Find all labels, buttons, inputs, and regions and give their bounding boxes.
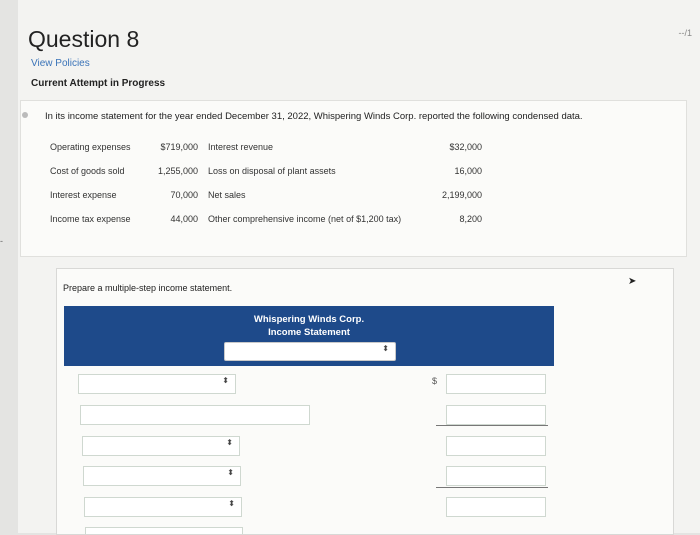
row-amount: $719,000 <box>160 142 198 152</box>
row-amount: 44,000 <box>170 214 198 224</box>
row-label: Income tax expense <box>50 214 131 224</box>
select-caret-icon: ⬍ <box>382 344 389 353</box>
subtotal-underline <box>436 487 548 488</box>
line-item-text-input[interactable] <box>80 405 310 425</box>
row-label: Interest revenue <box>208 142 274 152</box>
row-label: Net sales <box>208 190 246 200</box>
question-title: Question 8 <box>28 26 140 52</box>
select-caret-icon: ⬍ <box>222 376 229 385</box>
dollar-sign: $ <box>432 376 438 386</box>
problem-intro: In its income statement for the year ended December 31, 2022, Whispering Winds Corp. reported the following condensed data. <box>45 111 583 122</box>
row-label: Loss on disposal of plant assets <box>208 166 336 176</box>
row-amount: 70,000 <box>170 190 198 200</box>
row-label: Operating expenses <box>50 142 131 152</box>
amount-input[interactable] <box>446 374 546 394</box>
instruction-text: Prepare a multiple-step income statement. <box>63 283 233 293</box>
points-indicator: --/1 <box>678 28 692 38</box>
subtotal-underline <box>436 425 548 426</box>
amount-input[interactable] <box>446 405 546 425</box>
bullet-icon <box>22 112 28 118</box>
statement-title: Income Statement <box>268 327 350 338</box>
mouse-cursor-icon: ➤ <box>628 276 637 287</box>
line-item-select[interactable] <box>84 497 242 517</box>
select-caret-icon: ⬍ <box>226 438 233 447</box>
row-label: Interest expense <box>50 190 117 200</box>
row-label: Cost of goods sold <box>50 166 125 176</box>
company-name: Whispering Winds Corp. <box>253 314 365 325</box>
row-amount: 1,255,000 <box>157 166 198 176</box>
period-select[interactable] <box>224 342 396 361</box>
row-amount: $32,000 <box>449 142 482 152</box>
row-amount: 2,199,000 <box>441 190 482 200</box>
statement-header <box>64 306 554 366</box>
row-amount: 16,000 <box>454 166 482 176</box>
side-mark: - <box>0 236 3 246</box>
amount-input[interactable] <box>446 466 546 486</box>
amount-input[interactable] <box>446 497 546 517</box>
row-label: Other comprehensive income (net of $1,200 tax) <box>208 214 402 224</box>
select-caret-icon: ⬍ <box>228 499 235 508</box>
line-item-select[interactable] <box>83 466 241 486</box>
select-caret-icon: ⬍ <box>227 468 234 477</box>
view-policies-link[interactable]: View Policies <box>31 58 90 69</box>
amount-input[interactable] <box>446 436 546 456</box>
line-item-select[interactable] <box>82 436 240 456</box>
problem-card <box>20 100 687 257</box>
row-amount: 8,200 <box>459 214 482 224</box>
attempt-status: Current Attempt in Progress <box>31 78 166 89</box>
line-item-select[interactable] <box>78 374 236 394</box>
